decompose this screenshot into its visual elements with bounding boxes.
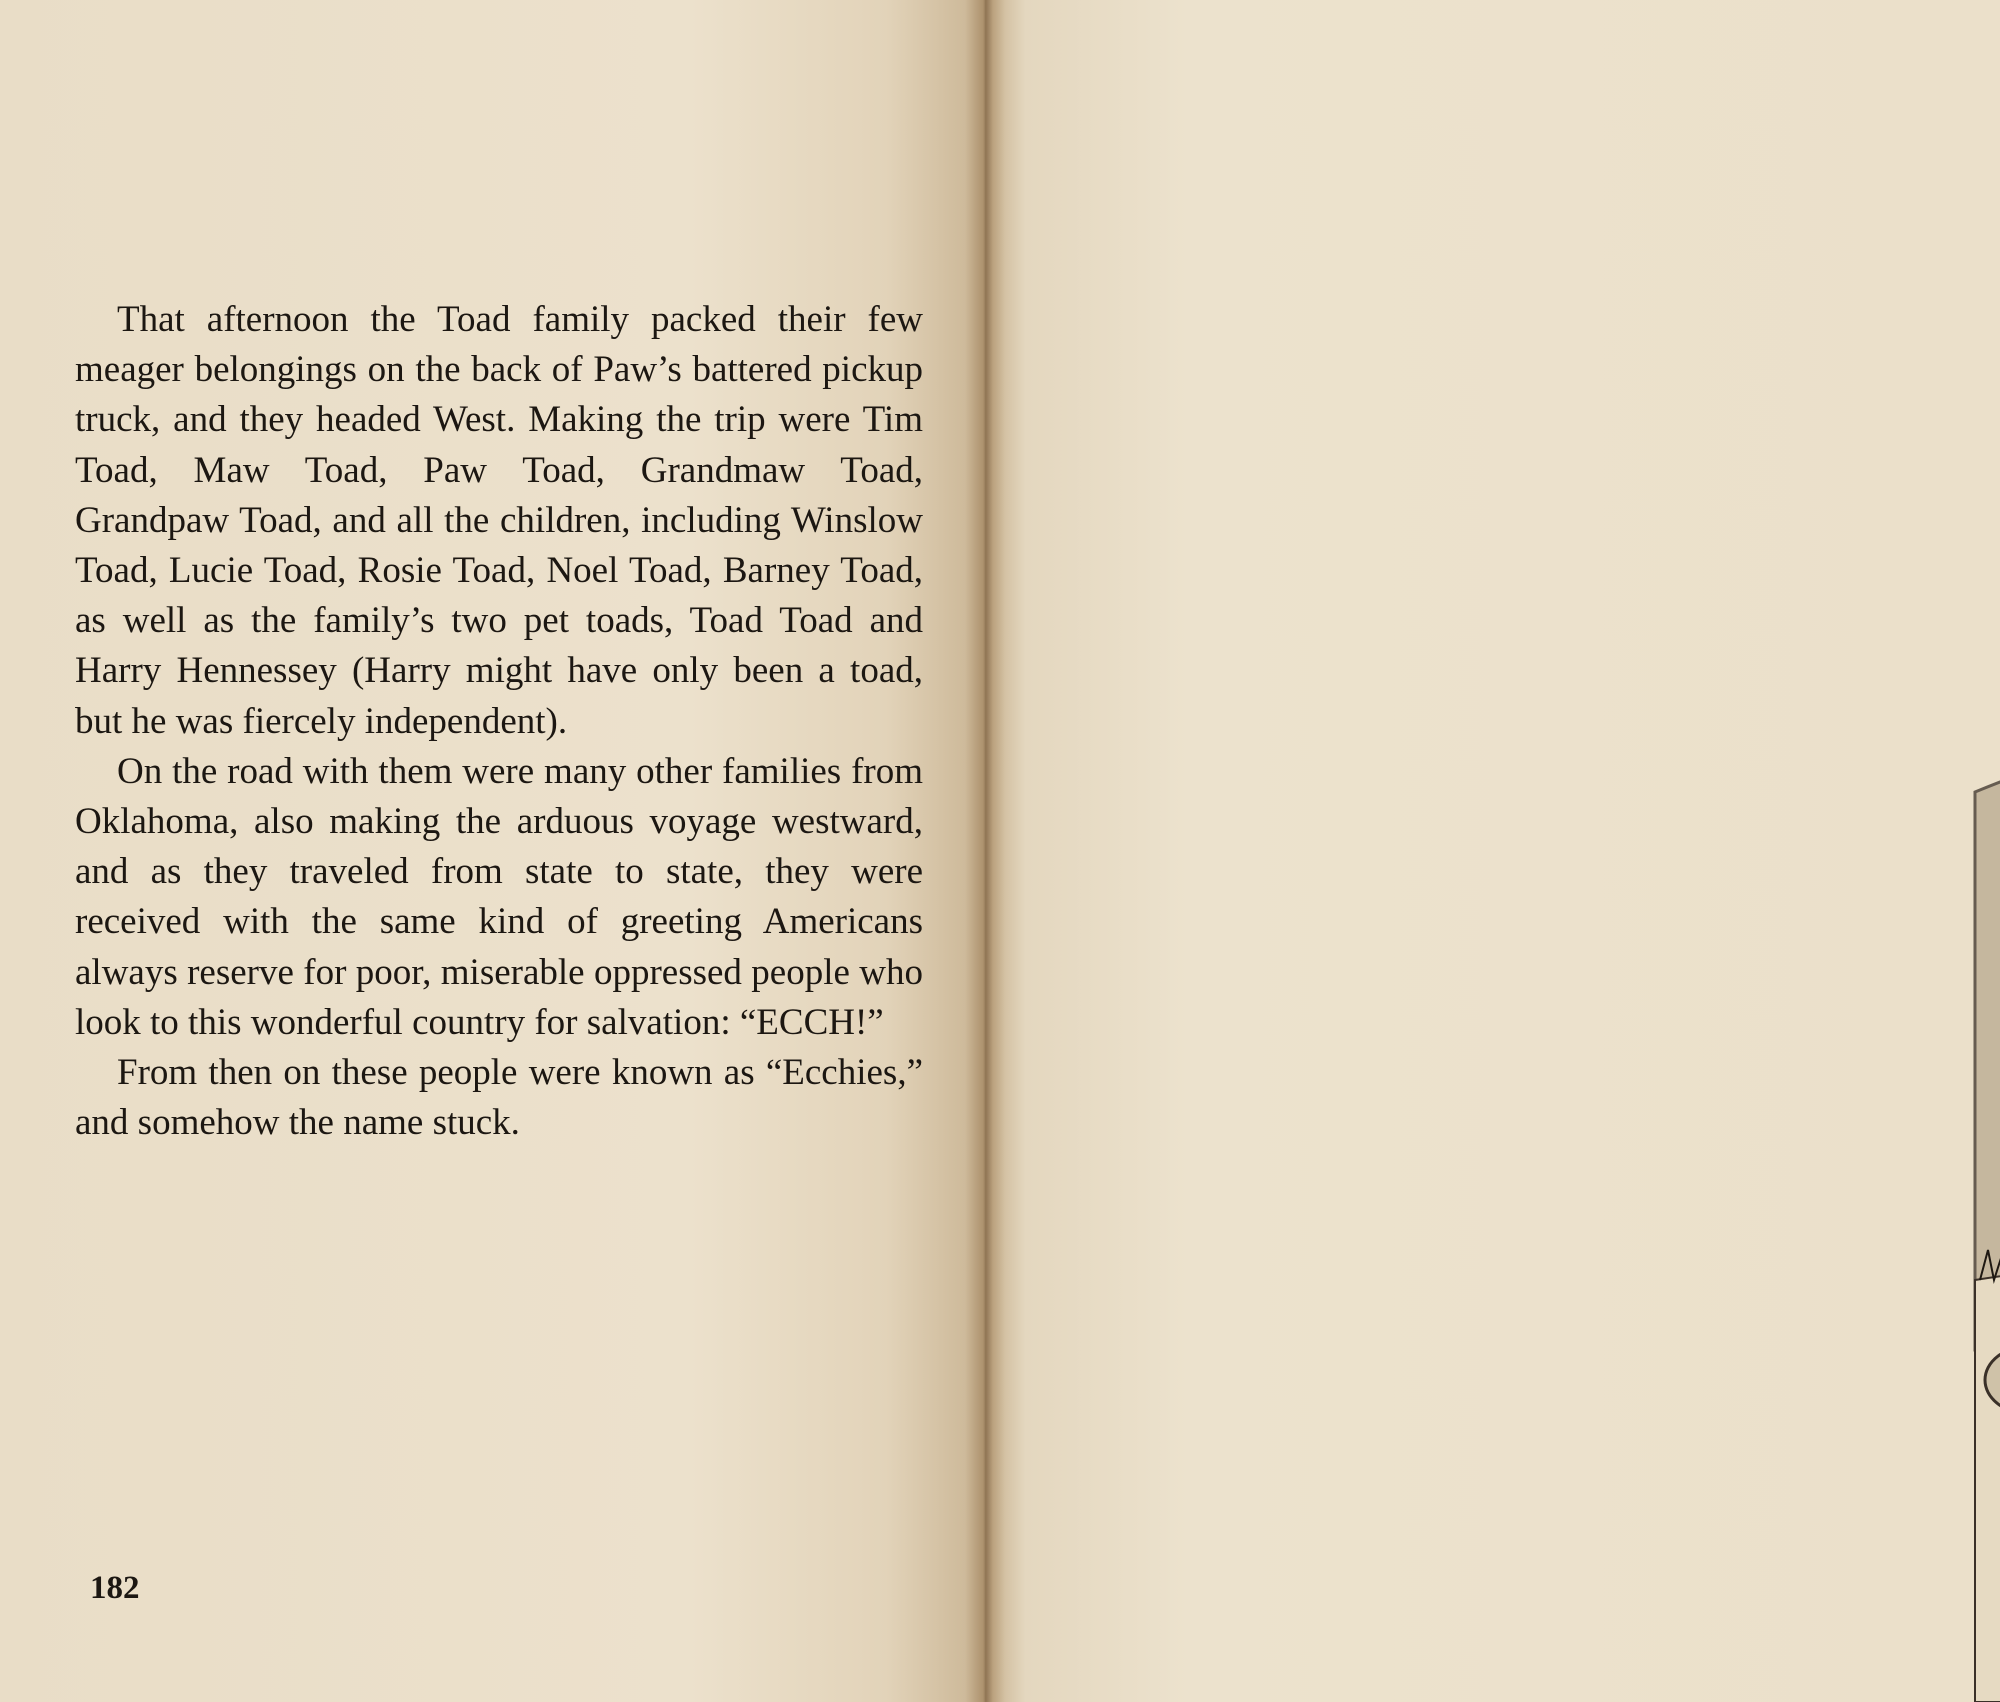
page-number: 182 xyxy=(90,1570,140,1606)
cartoon-illustration xyxy=(1970,480,2000,1702)
right-page xyxy=(985,0,2000,1702)
paragraph-2: On the road with them were many other families from Oklahoma, also making the arduous voyage westward, and as they traveled from state to state, they were received with the same kind of greeting Americans always reserve for poor, miserable oppressed people who look to this wonderful country for salvation: “ECCH!” xyxy=(75,750,923,1043)
paragraph-1: That afternoon the Toad family packed their few meager belongings on the back of Paw’s battered pickup truck, and they headed West. Making the trip were Tim Toad, Maw Toad, Paw Toad, Grandmaw Toad, Grandpaw Toad, and all the children, including Winslow Toad, Lucie Toad, Rosie Toad, Noel Toad, Barney Toad, as well as the family’s two pet toads, Toad Toad and Harry Hennessey (Harry might have only been a toad, but he was fiercely independent). xyxy=(75,299,923,742)
road xyxy=(1975,1252,2000,1702)
left-page xyxy=(0,0,985,1702)
paragraph-3: From then on these people were known as “Ecchies,” and somehow the name stuck. xyxy=(75,1052,923,1144)
body-text xyxy=(75,295,923,1148)
book-gutter xyxy=(965,0,1005,1702)
